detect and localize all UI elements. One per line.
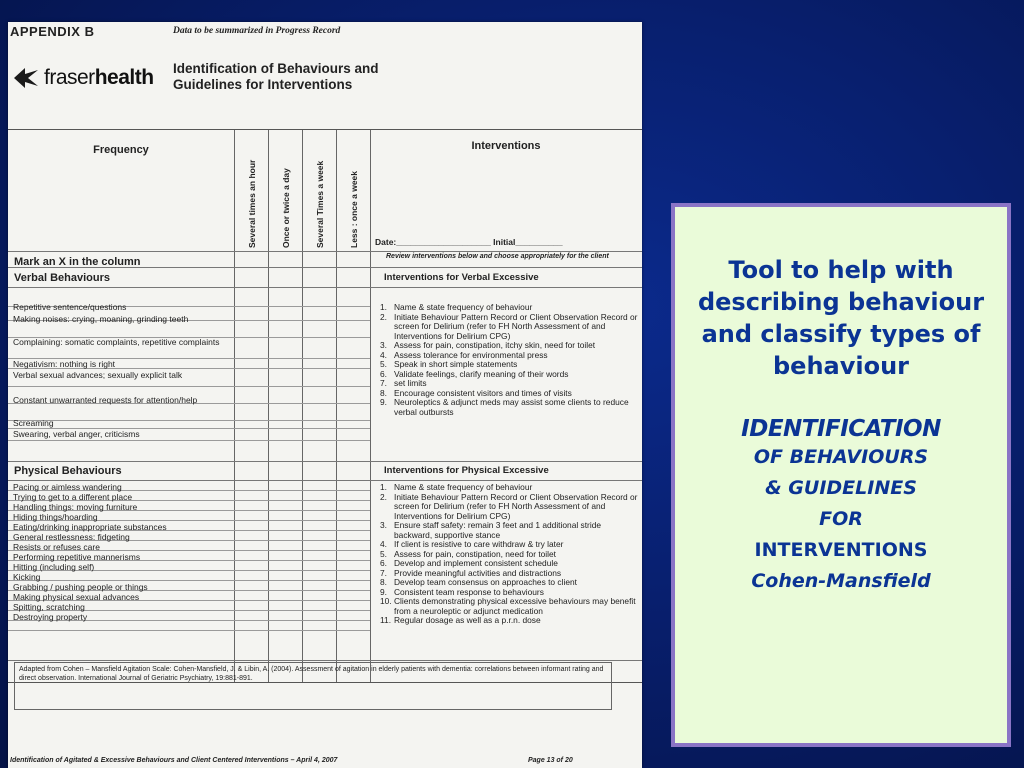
summary-callout-box xyxy=(671,203,1011,747)
intervention-item: 3. Assess for pain, constipation, itchy skin, need for toilet xyxy=(380,340,596,350)
frequency-header: Frequency xyxy=(93,144,149,156)
intervention-item: 7. set limits xyxy=(380,378,427,388)
physical-behaviour-row: Spitting, scratching xyxy=(13,602,85,612)
callout-description: Tool to help with describing behaviour and classify types of behaviour xyxy=(697,256,985,380)
intervention-item: 4. If client is resistive to care withdraw & try later xyxy=(380,539,564,549)
logo-text: fraserhealth xyxy=(44,66,154,89)
form-title: Identification of Behaviours and Guidelines for Interventions xyxy=(173,61,379,92)
scanned-form-document xyxy=(8,22,642,768)
intervention-item: 2. Initiate Behaviour Pattern Record or Client Observation Record or screen for Delirium (refer to FH North Assessment of and Interventions for Delirium CPG) xyxy=(380,491,638,521)
callout-line: FOR xyxy=(819,508,863,530)
callout-line: INTERVENTIONS xyxy=(754,539,928,561)
physical-behaviour-row: Pacing or aimless wandering xyxy=(13,482,122,492)
verbal-interventions-list xyxy=(380,303,638,417)
callout-author: Cohen-Mansfield xyxy=(751,570,931,592)
intervention-item: 4. Assess tolerance for environmental press xyxy=(380,349,548,360)
physical-behaviour-row: Eating/drinking inappropriate substances xyxy=(13,522,167,532)
physical-behaviour-row: Kicking xyxy=(13,572,41,582)
freq-col-hourly: Several times an hour xyxy=(247,159,257,248)
physical-behaviour-row: Performing repetitive mannerisms xyxy=(13,552,141,562)
verbal-interventions-title: Interventions for Verbal Excessive xyxy=(384,272,539,283)
physical-behaviour-row: Destroying property xyxy=(13,612,88,622)
physical-behaviour-row: Trying to get to a different place xyxy=(13,492,133,502)
intervention-item: 11. Regular dosage as well as a p.r.n. dose xyxy=(380,615,541,625)
verbal-behaviour-row: Constant unwarranted requests for attention/help xyxy=(13,395,198,405)
summary-note: Data to be summarized in Progress Record xyxy=(173,26,341,36)
verbal-behaviour-row: Verbal sexual advances; sexually explicit talk xyxy=(13,370,183,380)
callout-line: & GUIDELINES xyxy=(765,477,917,499)
appendix-label: APPENDIX B xyxy=(10,24,95,39)
physical-behaviour-row: Grabbing / pushing people or things xyxy=(13,582,148,592)
callout-line: OF BEHAVIOURS xyxy=(753,446,929,468)
physical-behaviour-row: Hitting (including self) xyxy=(13,562,95,572)
verbal-behaviour-row: Making noises: crying, moaning, grinding teeth xyxy=(13,314,189,324)
verbal-behaviour-row: Negativism: nothing is right xyxy=(13,359,116,369)
freq-col-daily: Once or twice a day xyxy=(281,168,291,248)
physical-behaviour-row: General restlessness: fidgeting xyxy=(13,532,130,542)
freq-col-weekly: Several Times a week xyxy=(315,160,325,248)
freq-col-less: Less : once a week xyxy=(349,170,359,248)
intervention-item: 5. Assess for pain, constipation, need for toilet xyxy=(380,548,557,559)
intervention-item: 10. Clients demonstrating physical excessive behaviours may benefit from a neuroleptic or adjunct medication xyxy=(380,596,636,616)
page-footer-right: Page 13 of 20 xyxy=(528,757,573,764)
date-initial-line: Date:____________________ Initial__________ xyxy=(375,237,563,247)
physical-behaviour-row: Handling things: moving furniture xyxy=(13,502,138,512)
physical-interventions-title: Interventions for Physical Excessive xyxy=(384,465,549,476)
intervention-item: 5. Speak in short simple statements xyxy=(380,359,518,369)
intervention-item: 6. Validate feelings, clarify meaning of their words xyxy=(380,368,569,379)
physical-section-title: Physical Behaviours xyxy=(14,465,122,477)
intervention-item: 7. Provide meaningful activities and distractions xyxy=(380,567,562,578)
verbal-behaviour-row: Repetitive sentence/questions xyxy=(13,302,127,312)
intervention-item: 1. Name & state frequency of behaviour xyxy=(380,482,533,492)
verbal-behaviour-row: Swearing, verbal anger, criticisms xyxy=(13,429,140,439)
intervention-item: 6. Develop and implement consistent schedule xyxy=(380,558,558,568)
intervention-item: 2. Initiate Behaviour Pattern Record or Client Observation Record or screen for Delirium (refer to FH North Assessment of and Interventions for Delirium CPG) xyxy=(380,311,638,341)
physical-behaviour-row: Resists or refuses care xyxy=(13,542,100,552)
intervention-item: 9. Neuroleptics & adjunct meds may assist some clients to reduce verbal outbursts xyxy=(380,397,629,417)
fraserhealth-logo-icon xyxy=(12,64,40,92)
callout-identification: IDENTIFICATION xyxy=(741,416,941,442)
physical-behaviour-row: Hiding things/hoarding xyxy=(13,512,98,522)
verbal-behaviour-row: Screaming xyxy=(13,418,54,428)
review-note: Review interventions below and choose appropriately for the client xyxy=(386,253,609,260)
intervention-item: 9. Consistent team response to behaviours xyxy=(380,586,544,597)
intervention-item: 8. Encourage consistent visitors and times of visits xyxy=(380,387,572,398)
page-footer-left: Identification of Agitated & Excessive Behaviours and Client Centered Interventions – April 4, 2007 xyxy=(10,757,338,764)
physical-interventions-list xyxy=(380,483,638,626)
fraserhealth-logo xyxy=(12,64,154,92)
intervention-item: 1. Name & state frequency of behaviour xyxy=(380,302,533,312)
intervention-item: 3. Ensure staff safety: remain 3 feet and 1 additional stride backward, supportive stance xyxy=(380,520,602,540)
citation-box: Adapted from Cohen – Mansfield Agitation Scale: Cohen-Mansfield, J. & Libin, A. (2004). Assessment of agitation in elderly patients with dementia: correlations between informant rating and direct observation. International Journal of Geriatric Psychiatry, 19:881-891. xyxy=(14,662,612,710)
mark-instruction: Mark an X in the column xyxy=(14,256,141,268)
intervention-item: 8. Develop team consensus on approaches to client xyxy=(380,577,577,587)
behaviour-table xyxy=(8,129,642,683)
verbal-section-title: Verbal Behaviours xyxy=(14,272,110,284)
verbal-behaviour-row: Complaining: somatic complaints, repetitive complaints xyxy=(13,337,220,347)
interventions-header: Interventions xyxy=(471,140,541,152)
physical-behaviour-row: Making physical sexual advances xyxy=(13,592,140,602)
